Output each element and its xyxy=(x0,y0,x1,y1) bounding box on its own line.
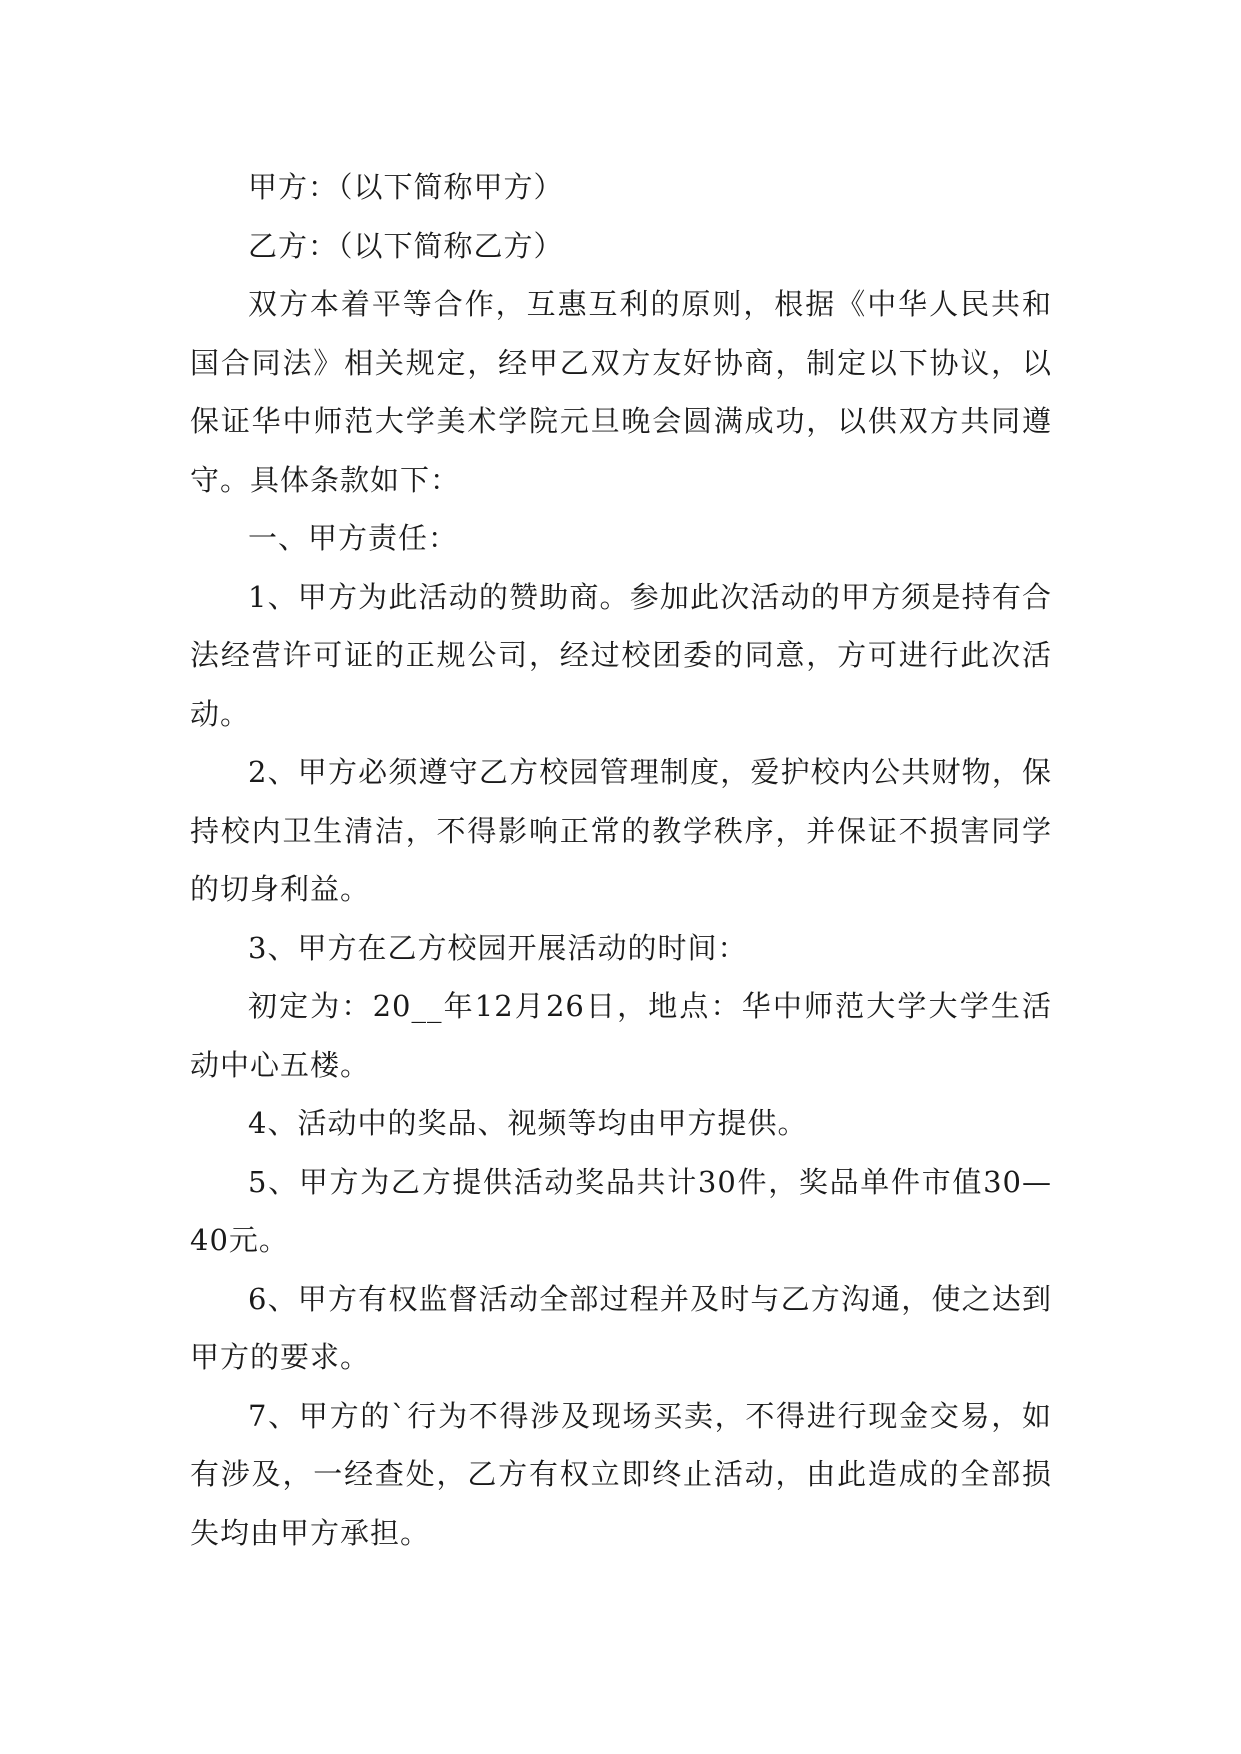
clause-5: 5、甲方为乙方提供活动奖品共计30件，奖品单件市值30—40元。 xyxy=(190,1164,1052,1257)
document-body xyxy=(190,158,1052,1562)
clause-4: 4、活动中的奖品、视频等均由甲方提供。 xyxy=(248,1106,808,1140)
clause-2: 2、甲方必须遵守乙方校园管理制度，爱护校内公共财物，保持校内卫生清洁，不得影响正常的教学秩序，并保证不损害同学的切身利益。 xyxy=(190,755,1052,906)
section-heading-party-a-duties: 一、甲方责任： xyxy=(248,521,459,555)
clause-3-detail: 初定为：20__年12月26日，地点：华中师范大学大学生活动中心五楼。 xyxy=(190,989,1052,1082)
party-b-line: 乙方：（以下简称乙方） xyxy=(248,228,564,263)
preamble-paragraph: 双方本着平等合作，互惠互利的原则，根据《中华人民共和国合同法》相关规定，经甲乙双方友好协商，制定以下协议，以保证华中师范大学美术学院元旦晚会圆满成功，以供双方共同遵守。具体条款如下： xyxy=(190,287,1052,497)
clause-1: 1、甲方为此活动的赞助商。参加此次活动的甲方须是持有合法经营许可证的正规公司，经过校团委的同意，方可进行此次活动。 xyxy=(190,579,1052,731)
clause-6: 6、甲方有权监督活动全部过程并及时与乙方沟通，使之达到甲方的要求。 xyxy=(190,1281,1052,1374)
clause-7: 7、甲方的`行为不得涉及现场买卖，不得进行现金交易，如有涉及，一经查处，乙方有权立即终止活动，由此造成的全部损失均由甲方承担。 xyxy=(190,1398,1052,1550)
clause-3: 3、甲方在乙方校园开展活动的时间： xyxy=(248,930,748,965)
party-a-line: 甲方：（以下简称甲方） xyxy=(248,170,564,204)
